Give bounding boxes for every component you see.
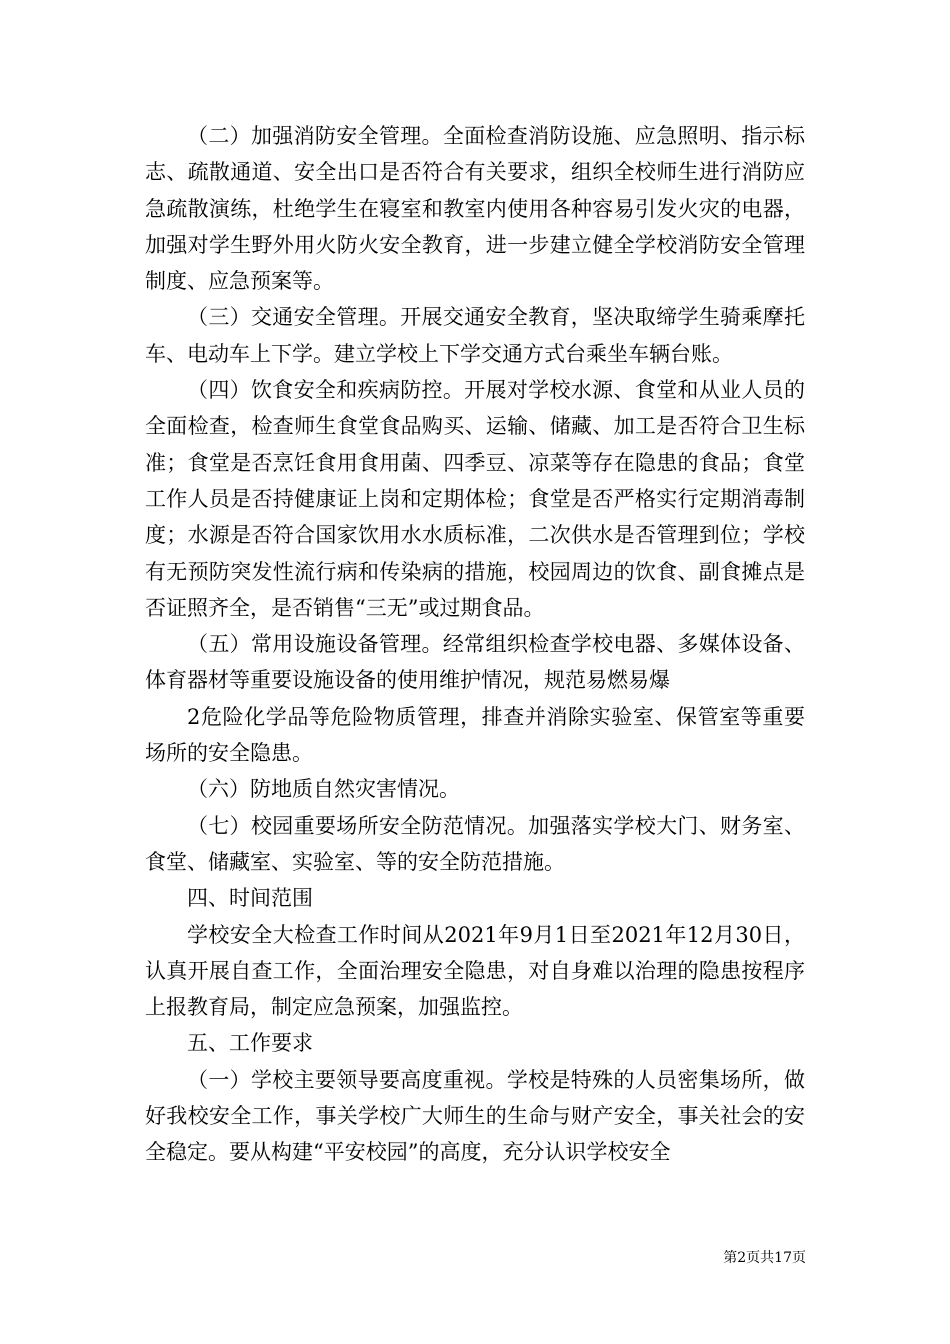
- body-text: [145, 118, 805, 1171]
- paragraph-key-places: （七）校园重要场所安全防范情况。加强落实学校大门、财务室、食堂、储藏室、实验室、等的安全防范措施。: [145, 813, 805, 874]
- paragraph-traffic-safety: （三）交通安全管理。开展交通安全教育，坚决取缔学生骑乘摩托车、电动车上下学。建立学校上下学交通方式台乘坐车辆台账。: [145, 305, 805, 366]
- paragraph-equipment-management: （五）常用设施设备管理。经常组织检查学校电器、多媒体设备、体育器材等重要设施设备的使用维护情况，规范易燃易爆: [145, 632, 805, 693]
- paragraph-time-range: 学校安全大检查工作时间从2021年9月1日至2021年12月30日，认真开展自查工作，全面治理安全隐患，对自身难以治理的隐患按程序上报教育局，制定应急预案，加强监控。: [145, 922, 805, 1020]
- paragraph-geological-disasters: （六）防地质自然灾害情况。: [187, 777, 460, 802]
- paragraph-hazardous-chemicals: 2危险化学品等危险物质管理，排查并消除实验室、保管室等重要场所的安全隐患。: [145, 704, 805, 766]
- heading-work-requirements: 五、工作要求: [187, 1031, 313, 1056]
- paragraph-fire-safety: （二）加强消防安全管理。全面检查消防设施、应急照明、指示标志、疏散通道、安全出口是否符合有关要求，组织全校师生进行消防应急疏散演练，杜绝学生在寝室和教室内使用各种容易引发火灾的电器，加强对学生野外用火防火安全教育，进一步建立健全学校消防安全管理制度、应急预案等。: [145, 124, 805, 294]
- page-number-footer: 第2页共17页: [723, 1250, 806, 1266]
- paragraph-food-safety: （四）饮食安全和疾病防控。开展对学校水源、食堂和从业人员的全面检查，检查师生食堂食品购买、运输、储藏、加工是否符合卫生标准；食堂是否烹饪食用食用菌、四季豆、凉菜等存在隐患的食品；食堂工作人员是否持健康证上岗和定期体检；食堂是否严格实行定期消毒制度；水源是否符合国家饮用水水质标准，二次供水是否管理到位；学校有无预防突发性流行病和传染病的措施，校园周边的饮食、副食摊点是否证照齐全，是否销售“三无”或过期食品。: [145, 378, 805, 620]
- paragraph-leadership: （一）学校主要领导要高度重视。学校是特殊的人员密集场所，做好我校安全工作，事关学校广大师生的生命与财产安全，事关社会的安全稳定。要从构建“平安校园”的高度，充分认识学校安全: [145, 1067, 805, 1165]
- heading-time-range: 四、时间范围: [187, 886, 313, 911]
